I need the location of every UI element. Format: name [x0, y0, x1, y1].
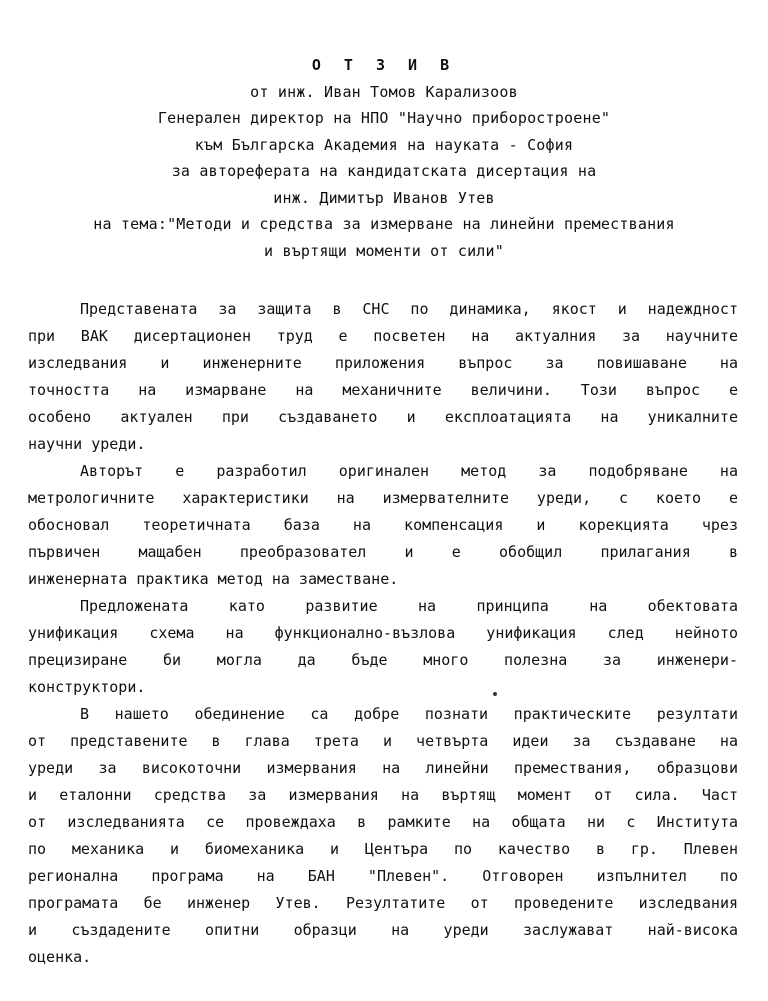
- header-line-organization: към Българска Академия на науката - София: [194, 135, 574, 154]
- header-line-subject: за автореферата на кандидатската дисертация на: [171, 162, 597, 180]
- paragraph-line: при ВАК дисертационен труд е посветен на актуалния за научните: [28, 327, 738, 345]
- paragraph-line: по механика и биомеханика и Центъра по качество в гр. Плевен: [28, 840, 738, 858]
- header-line-position: Генерален директор на НПО "Научно приборостроене": [157, 109, 611, 127]
- paragraph-1: [28, 296, 738, 458]
- paragraph-4: [28, 701, 738, 971]
- header-line-candidate: инж. Димитър Иванов Утев: [273, 188, 495, 207]
- paragraph-line: обосновал теоретичната база на компенсация и корекцията чрез: [28, 516, 738, 534]
- paragraph-line: и създадените опитни образци на уреди заслужават най-висока: [28, 921, 738, 939]
- paragraph-2: [28, 458, 738, 593]
- paragraph-line: изследвания и инженерните приложения въпрос за повишаване на: [28, 354, 738, 372]
- paragraph-3: [28, 593, 738, 701]
- paragraph-line: и еталонни средства за измервания на въртящ момент от сила. Част: [28, 786, 738, 804]
- header-line-topic-cont: и въртящи моменти от сили": [264, 241, 504, 260]
- document-title: О Т З И В: [311, 56, 457, 74]
- paragraph-line: конструктори.: [28, 678, 146, 696]
- paragraph-line: Представената за защита в СНС по динамика, якост и надеждност: [80, 300, 738, 318]
- paragraph-line: програмата бе инженер Утев. Резултатите от проведените изследвания: [28, 894, 738, 912]
- scan-speck: [493, 692, 497, 696]
- paragraph-line: метрологичните характеристики на измервателните уреди, с което е: [28, 489, 738, 507]
- paragraph-line: първичен мащабен преобразовател и е обобщил прилагания в: [28, 543, 738, 561]
- paragraph-line: уреди за високоточни измервания на линейни премествания, образцови: [28, 759, 738, 777]
- paragraph-line: В нашето обединение са добре познати практическите резултати: [80, 705, 738, 723]
- paragraph-line: прецизиране би могла да бъде много полезна за инженери-: [28, 651, 738, 669]
- paragraph-line: Авторът е разработил оригинален метод за подобряване на: [80, 462, 738, 480]
- paragraph-line: особено актуален при създаването и експлоатацията на уникалните: [28, 408, 738, 426]
- document-header: [20, 52, 748, 264]
- paragraph-line: регионална програма на БАН "Плевен". Отговорен изпълнител по: [28, 867, 738, 885]
- paragraph-line: от представените в глава трета и четвърта идеи за създаване на: [28, 732, 738, 750]
- paragraph-line: от изследванията се провеждаха в рамките на общата ни с Института: [28, 813, 738, 831]
- paragraph-line: оценка.: [28, 948, 92, 966]
- paragraph-line: инженерната практика метод на заместване.: [28, 570, 399, 588]
- paragraph-line: научни уреди.: [28, 435, 146, 453]
- paragraph-line: точността на измарване на механичните величини. Този въпрос е: [28, 381, 738, 399]
- paragraph-line: унификация схема на функционално-възлова унификация след нейното: [28, 624, 738, 642]
- header-line-topic: на тема:"Методи и средства за измерване на линейни премествания: [93, 215, 675, 233]
- header-line-author: от инж. Иван Томов Карализоов: [250, 82, 518, 101]
- document-body: [28, 296, 738, 971]
- paragraph-line: Предложената като развитие на принципа на обектовата: [80, 597, 738, 615]
